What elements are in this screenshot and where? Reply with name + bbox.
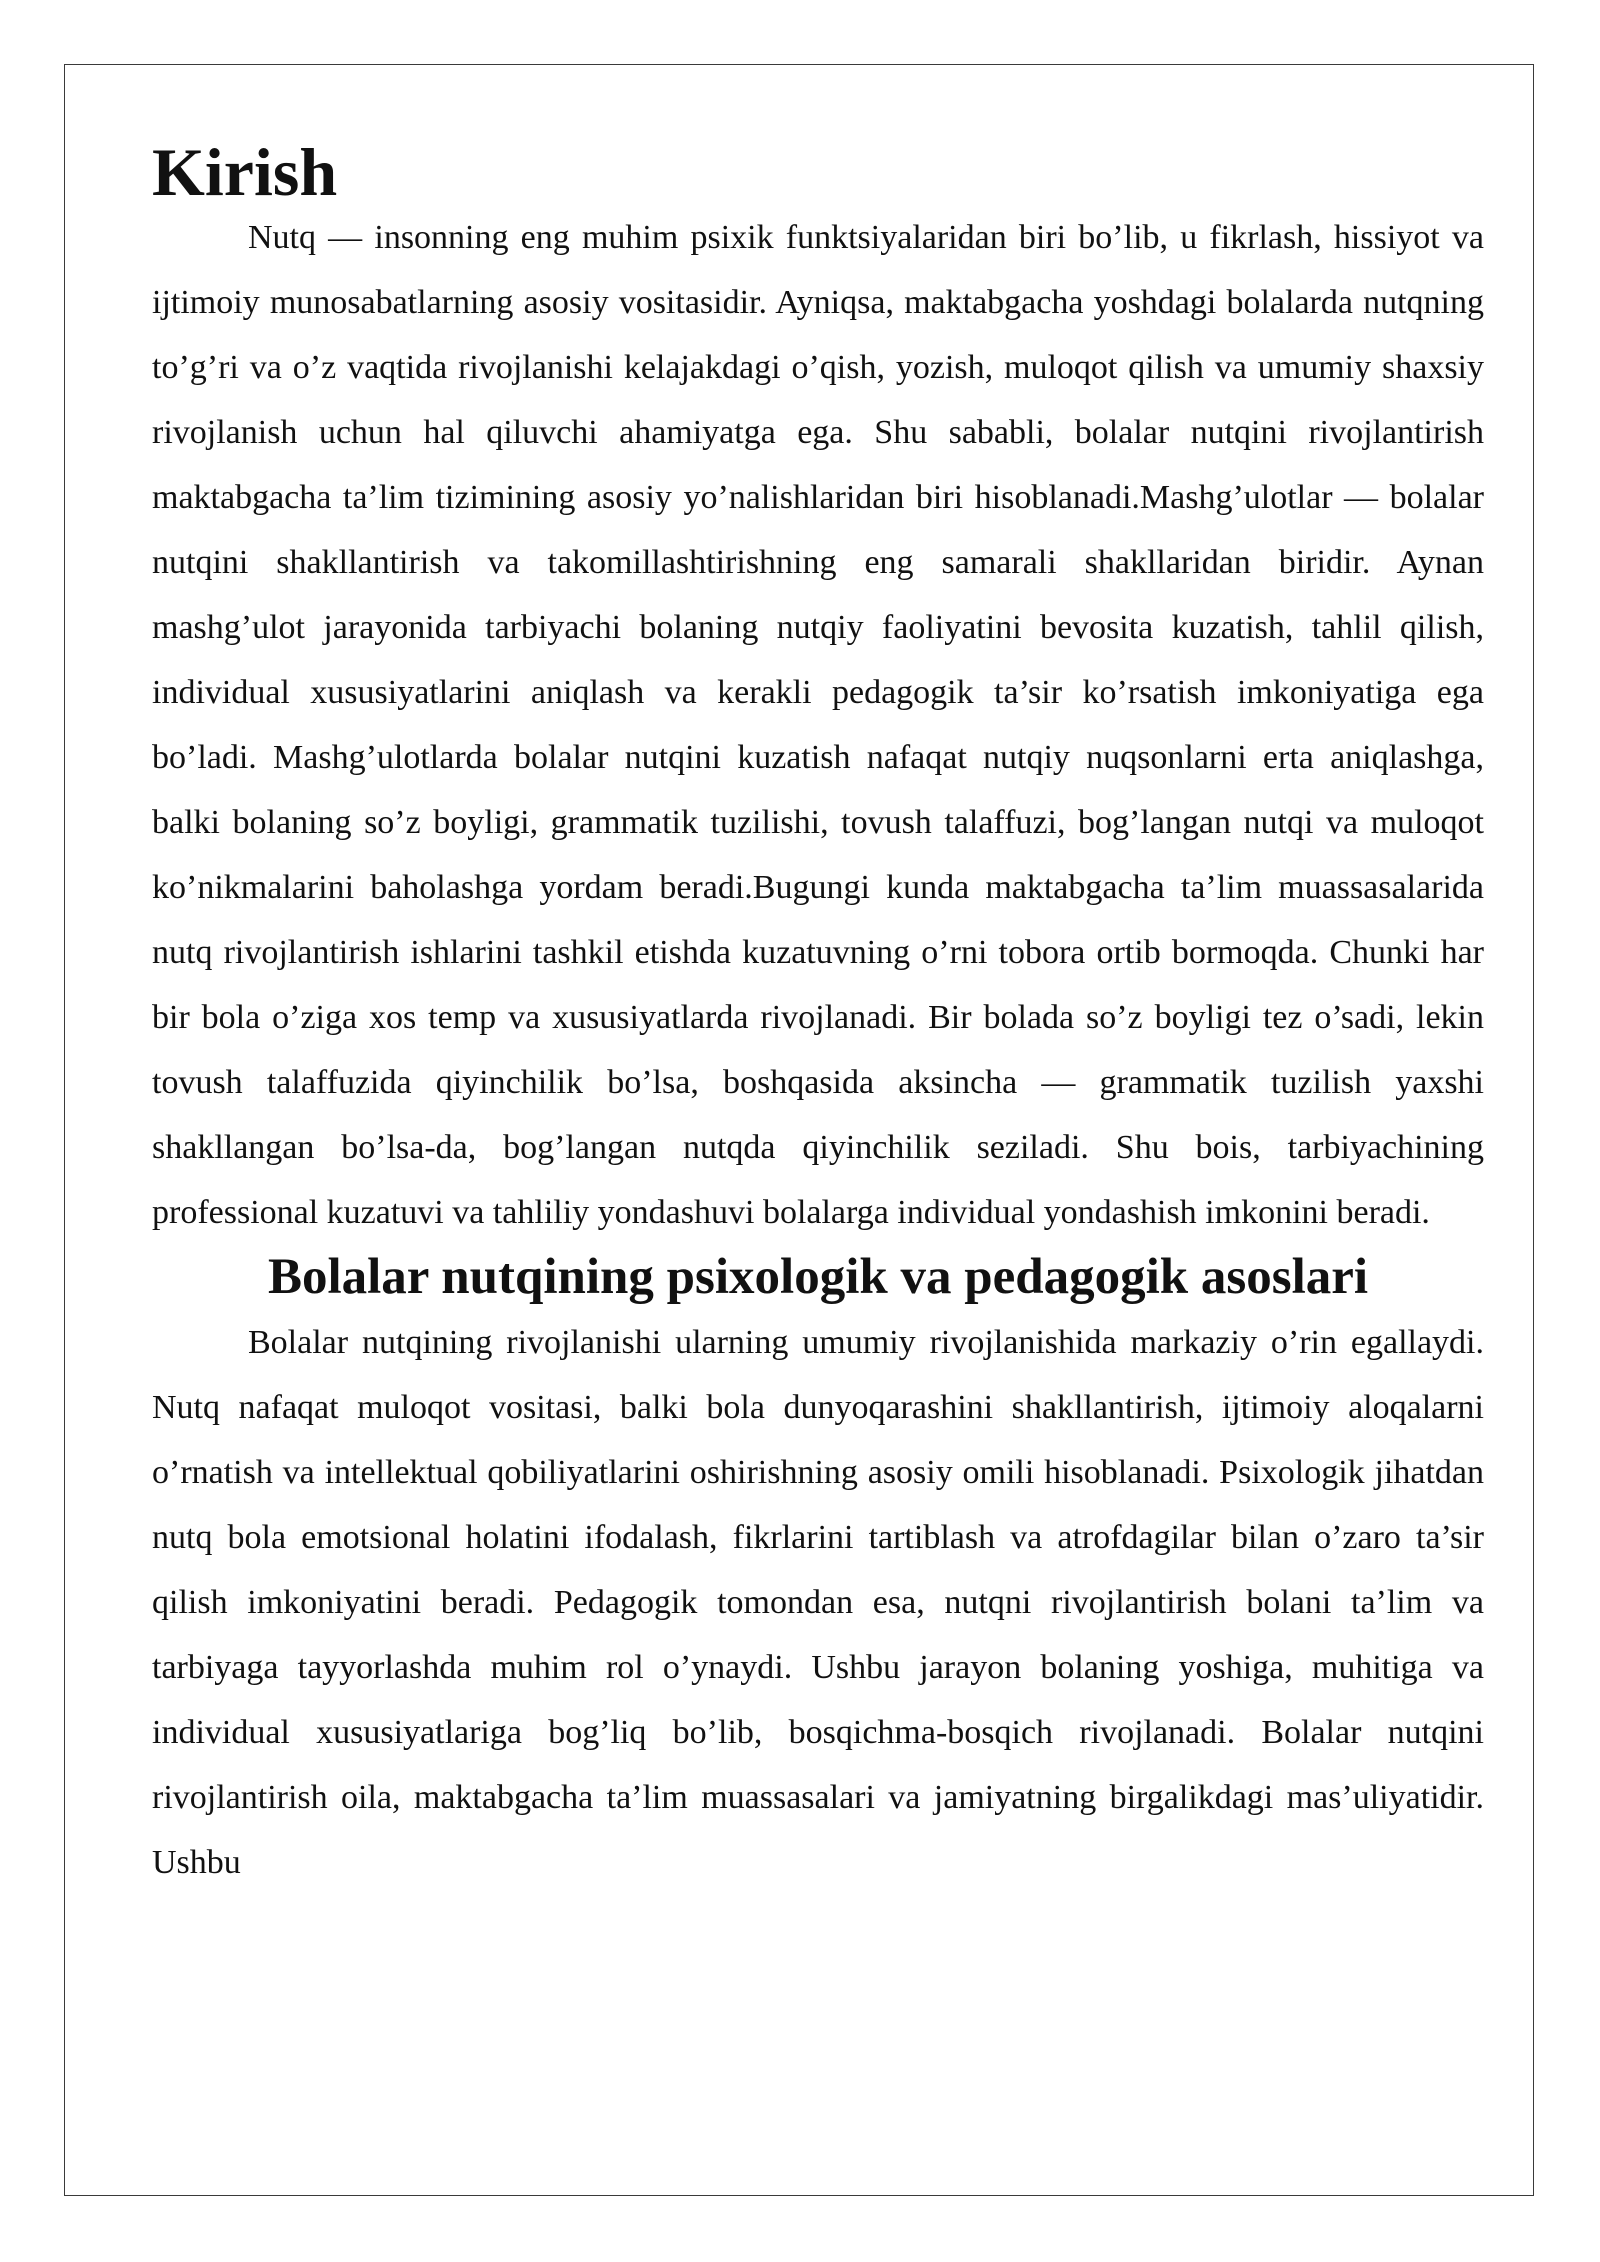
section-heading-foundations: Bolalar nutqining psixologik va pedagogik asoslari xyxy=(267,1249,1369,1305)
foundations-paragraph: Bolalar nutqining rivojlanishi ularning umumiy rivojlanishida markaziy o’rin egallaydi. Nutq nafaqat muloqot vositasi, balki bola dunyoqarashini shakllantirish, ijtimoiy aloqalarni o’rnatish va intellektual qobiliyatlarini oshirishning asosiy omili hisoblanadi. Psixologik jihatdan nutq bola emotsional holatini ifodalash, fikrlarini tartiblash va atrofdagilar bilan o’zaro ta’sir qilish imkoniyatini beradi. Pedagogik tomondan esa, nutqni rivojlantirish bolani ta’lim va tarbiyaga tayyorlashda muhim rol o’ynaydi. Ushbu jarayon bolaning yoshiga, muhitiga va individual xususiyatlariga bog’liq bo’lib, bosqichma-bosqich rivojlanadi. Bolalar nutqini rivojlantirish oila, maktabgacha ta’lim muassasalari va jamiyatning birgalikdagi mas’uliyatidir. Ushbu xyxy=(152,1324,1484,1881)
introduction-paragraph: Nutq — insonning eng muhim psixik funktsiyalaridan biri bo’lib, u fikrlash, hissiyot va ijtimoiy munosabatlarning asosiy vositasidir. Ayniqsa, maktabgacha yoshdagi bolalarda nutqning to’g’ri va o’z vaqtida rivojlanishi kelajakdagi o’qish, yozish, muloqot qilish va umumiy shaxsiy rivojlanish uchun hal qiluvchi ahamiyatga ega. Shu sababli, bolalar nutqini rivojlantirish maktabgacha ta’lim tizimining asosiy yo’nalishlaridan biri hisoblanadi.Mashg’ulotlar — bolalar nutqini shakllantirish va takomillashtirishning eng samarali shakllaridan biridir. Aynan mashg’ulot jarayonida tarbiyachi bolaning nutqiy faoliyatini bevosita kuzatish, tahlil qilish, individual xususiyatlarini aniqlash va kerakli pedagogik ta’sir ko’rsatish imkoniyatiga ega bo’ladi. Mashg’ulotlarda bolalar nutqini kuzatish nafaqat nutqiy nuqsonlarni erta aniqlashga, balki bolaning so’z boyligi, grammatik tuzilishi, tovush talaffuzi, bog’langan nutqi va muloqot ko’nikmalarini baholashga yordam beradi.Bugungi kunda maktabgacha ta’lim muassasalarida nutq rivojlantirish ishlarini tashkil etishda kuzatuvning o’rni tobora ortib bormoqda. Chunki har bir bola o’ziga xos temp va xususiyatlarda rivojlanadi. Bir bolada so’z boyligi tez o’sadi, lekin tovush talaffuzida qiyinchilik bo’lsa, boshqasida aksincha — grammatik tuzilish yaxshi shakllangan bo’lsa-da, bog’langan nutqda qiyinchilik seziladi. Shu bois, tarbiyachining professional kuzatuvi va tahliliy yondashuvi bolalarga individual yondashish imkonini beradi. xyxy=(152,219,1484,1231)
document-body xyxy=(152,134,1484,1895)
section-heading-introduction: Kirish xyxy=(152,134,338,210)
